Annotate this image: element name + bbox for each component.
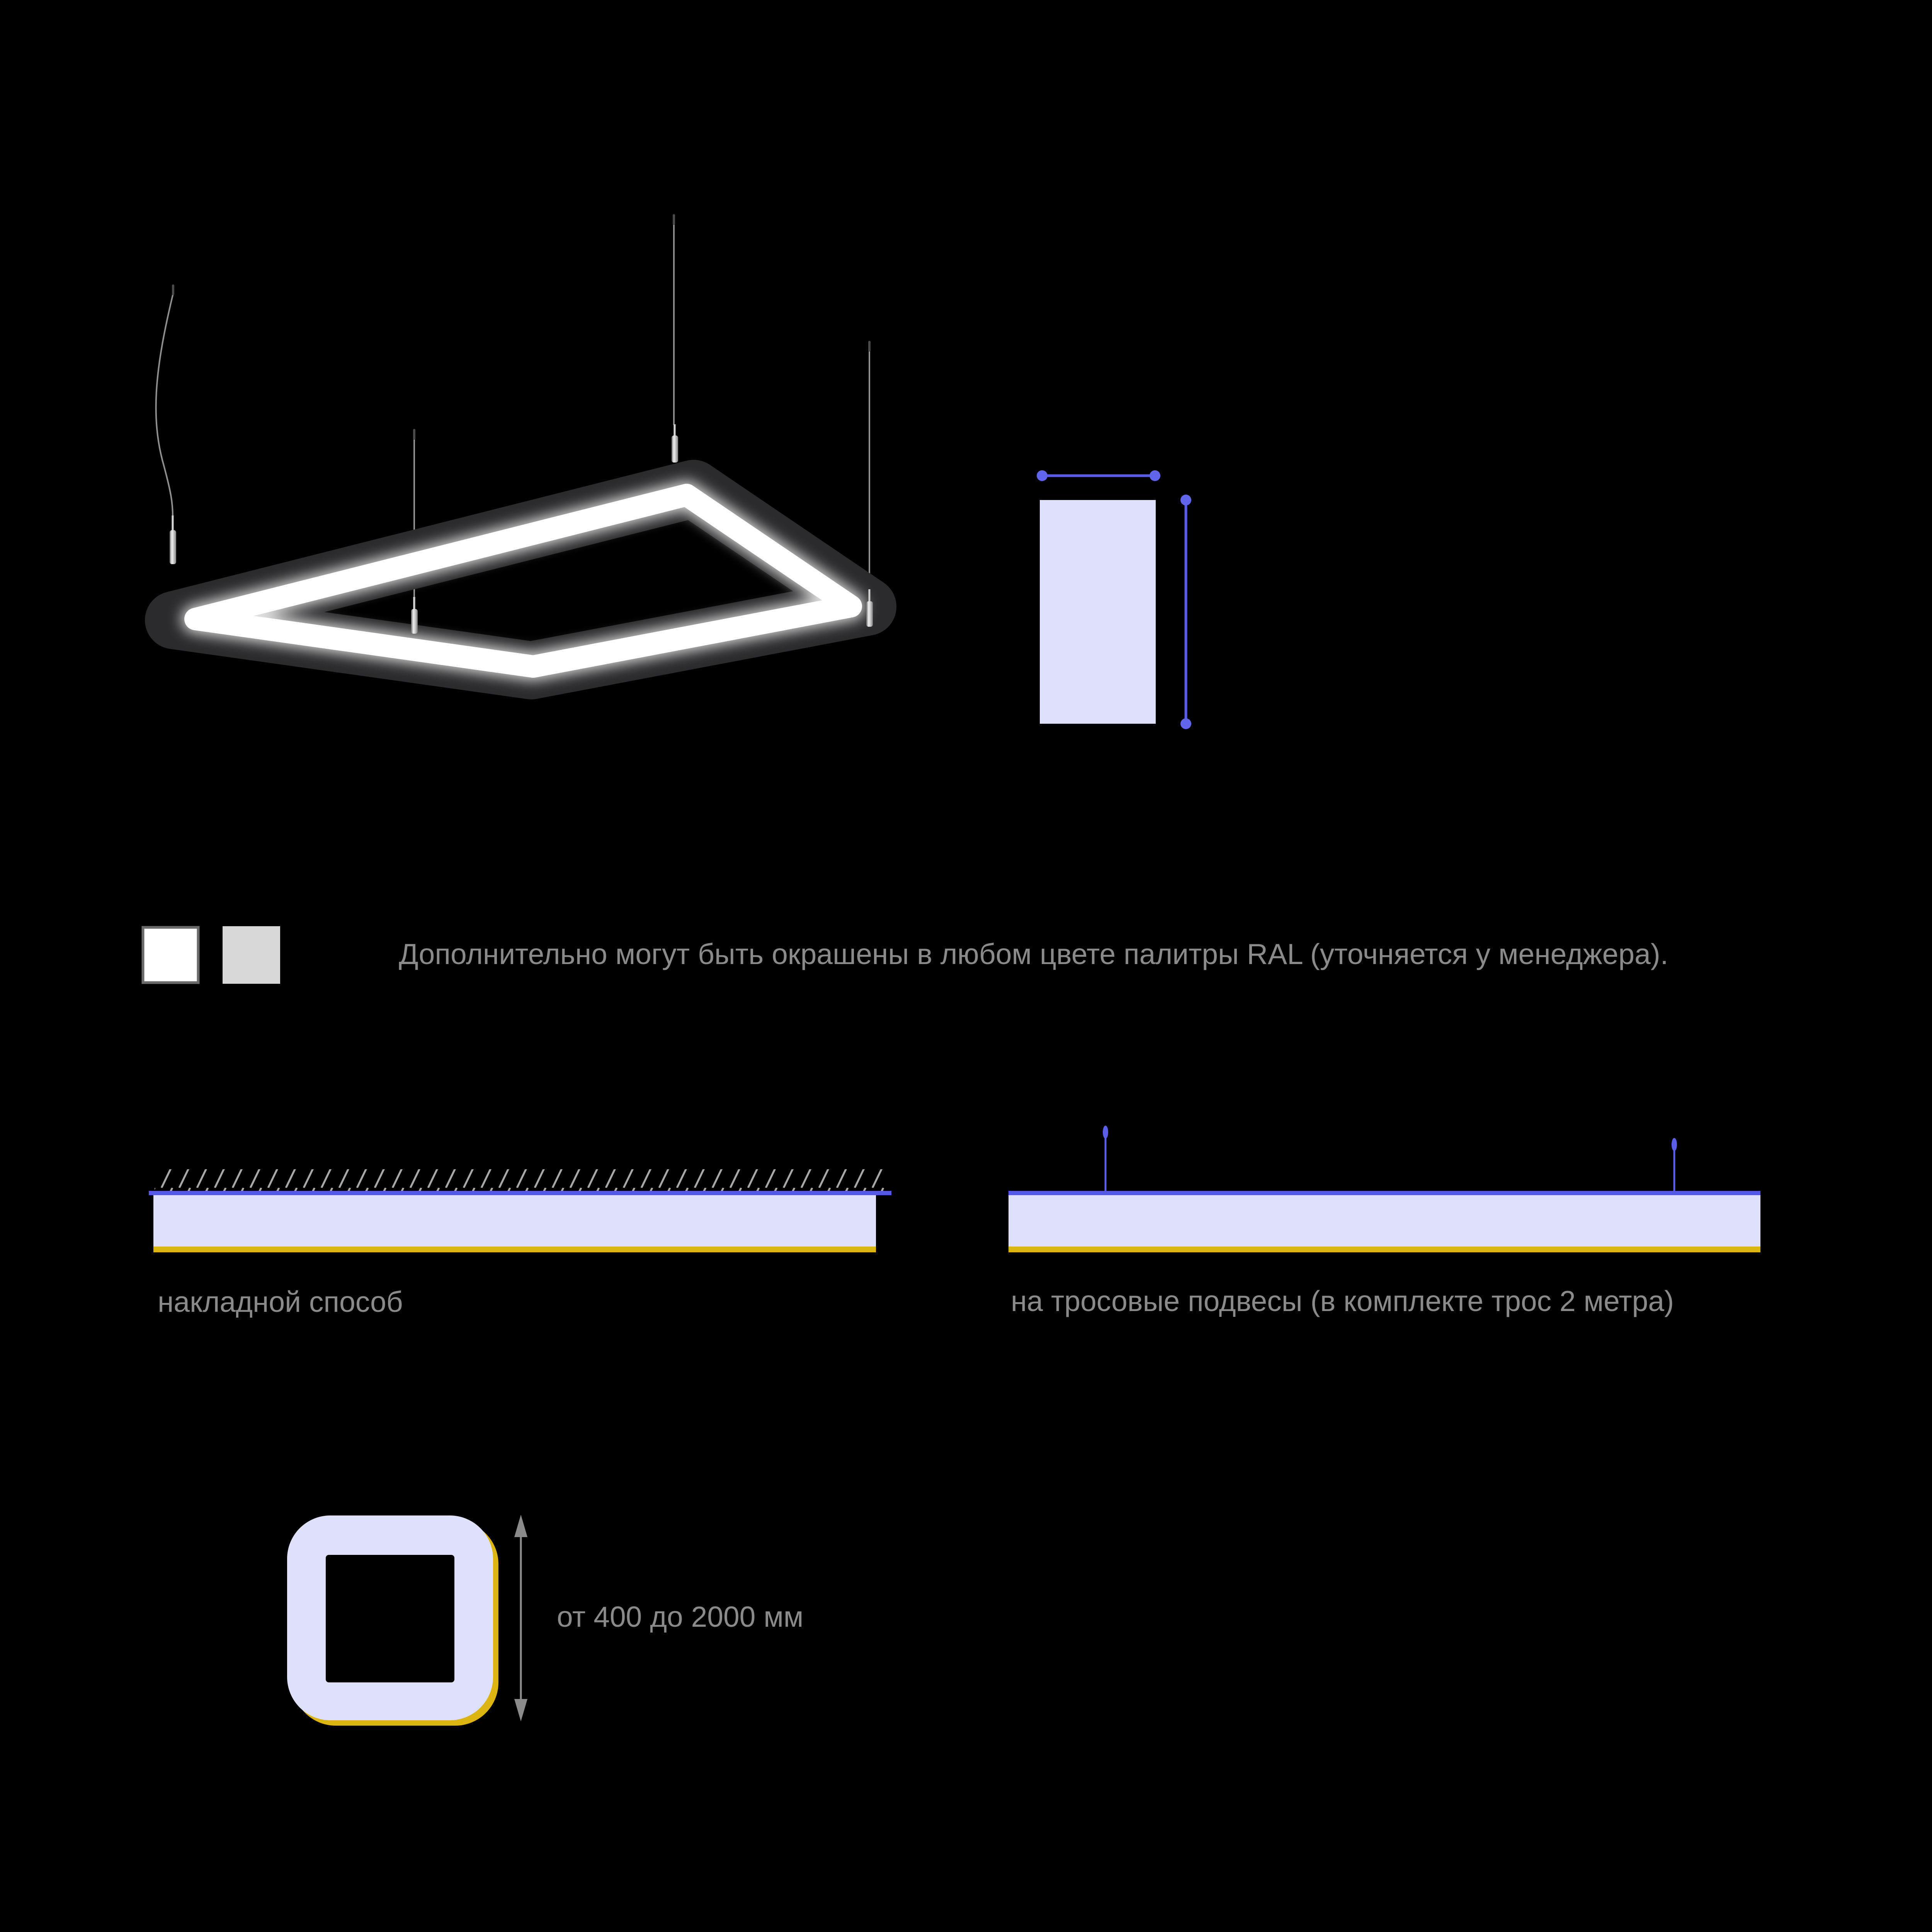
cable-anchor-icon (172, 284, 174, 295)
fixture-bar (153, 1195, 876, 1247)
suspension-mount-diagram (1009, 1126, 1760, 1252)
suspension-fitting (672, 424, 678, 463)
cable-anchor-icon (413, 429, 415, 440)
suspension-fitting (170, 515, 176, 564)
height-arrow (514, 1515, 527, 1721)
ceiling-line (1009, 1191, 1760, 1195)
size-range-diagram (287, 1515, 527, 1726)
cable-anchor-icon (868, 341, 871, 352)
led-strip (153, 1247, 876, 1252)
arrow-up-icon (514, 1515, 527, 1537)
led-strip (1009, 1247, 1760, 1252)
color-swatch-gray (223, 926, 280, 984)
lamp-render (156, 214, 873, 670)
suspension-pin (1103, 1126, 1108, 1192)
profile-cross-section (1037, 470, 1191, 729)
ral-note-text: Дополнительно могут быть окрашены в любом цвете палитры RAL (уточняется у менеджера). (399, 938, 1668, 970)
dimension-width-line (1037, 470, 1160, 481)
suspension-pin (1672, 1138, 1677, 1192)
surface-mount-diagram (149, 1169, 891, 1252)
dimension-endpoint-dot (1180, 718, 1191, 729)
dimension-endpoint-dot (1037, 470, 1048, 481)
cable-anchor-icon (673, 214, 675, 225)
dimension-endpoint-dot (1180, 495, 1191, 505)
ring-hole (326, 1555, 454, 1682)
ral-swatches (143, 926, 280, 984)
fixture-bar (1009, 1195, 1760, 1247)
suspension-mount-label: на тросовые подвесы (в комплекте трос 2 метра) (1011, 1285, 1674, 1317)
dimension-endpoint-dot (1150, 470, 1160, 481)
profile-rect (1040, 500, 1156, 724)
color-swatch-white (143, 927, 198, 983)
size-range-label: от 400 до 2000 мм (557, 1600, 804, 1633)
surface-mount-label: накладной способ (158, 1286, 403, 1318)
dimension-height-line (1180, 495, 1191, 729)
suspension-fitting (411, 597, 418, 634)
ceiling-line (149, 1191, 891, 1195)
arrow-down-icon (514, 1699, 527, 1721)
suspension-cable-icon (156, 294, 173, 516)
ceiling-hatch (155, 1169, 885, 1192)
